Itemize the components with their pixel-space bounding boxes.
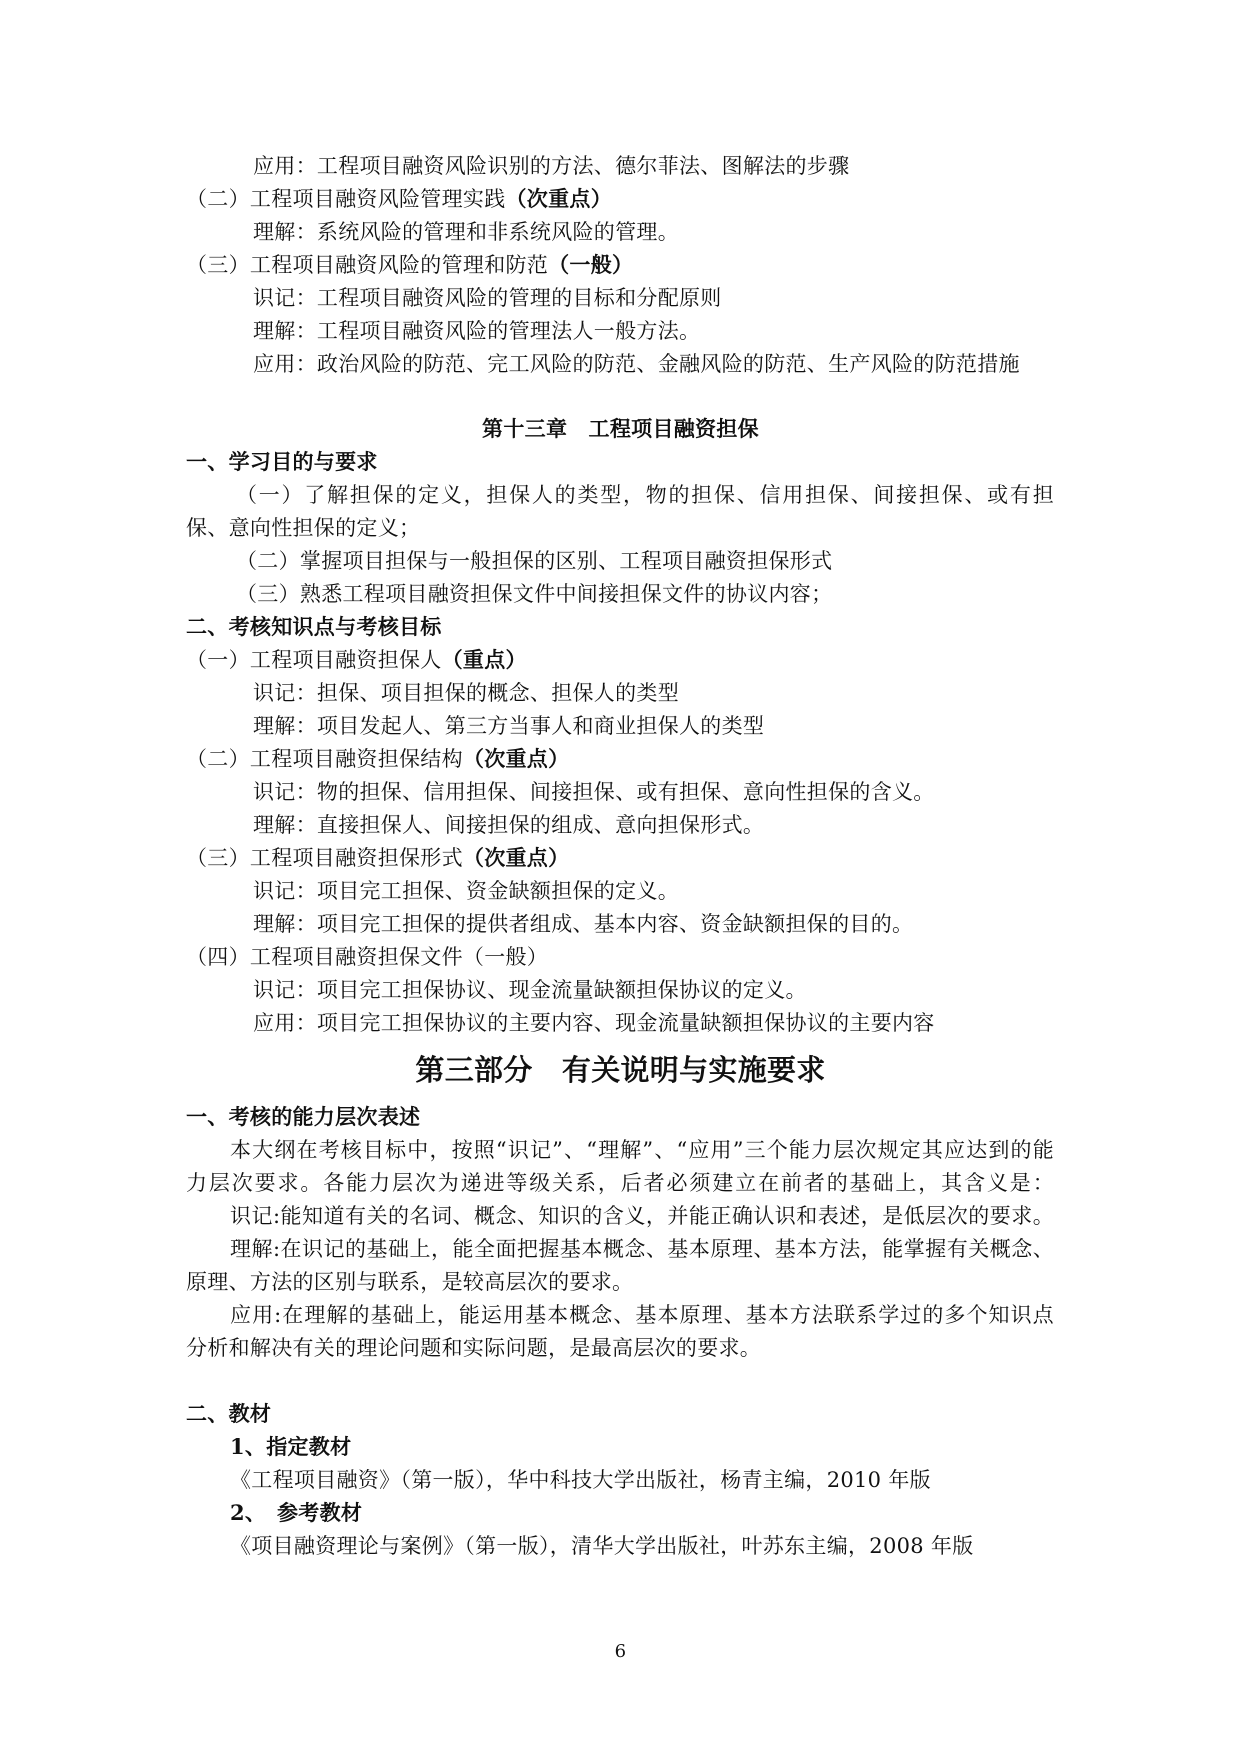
section-heading: （二）工程项目融资风险管理实践（次重点） [186, 186, 612, 211]
levels-heading: 一、考核的能力层次表述 [186, 1104, 421, 1129]
knowledge-item: 识记：项目完工担保、资金缺额担保的定义。 [253, 879, 679, 903]
priority-tag: （一般） [548, 252, 634, 277]
points-heading: 二、考核知识点与考核目标 [186, 614, 442, 639]
textbook-heading: 二、教材 [186, 1401, 272, 1426]
chapter-title: 第十三章 工程项目融资担保 [482, 416, 759, 441]
section-heading: （一）工程项目融资担保人（重点） [186, 647, 527, 672]
designated-book: 《工程项目融资》（第一版），华中科技大学出版社，杨青主编，2010 年版 [230, 1468, 931, 1492]
paragraph-line: 应用:在理解的基础上，能运用基本概念、基本原理、基本方法联系学过的多个知识点 [230, 1303, 1054, 1327]
knowledge-item: 理解：直接担保人、间接担保的组成、意向担保形式。 [253, 813, 765, 837]
reference-heading: 2、 参考教材 [230, 1500, 363, 1525]
page-number: 6 [614, 1641, 627, 1662]
knowledge-item: 理解：系统风险的管理和非系统风险的管理。 [253, 220, 679, 244]
knowledge-item: 识记：担保、项目担保的概念、担保人的类型 [253, 681, 679, 705]
priority-tag: （次重点） [505, 186, 612, 211]
paragraph-line: 力层次要求。各能力层次为递进等级关系，后者必须建立在前者的基础上，其含义是： [186, 1171, 1054, 1195]
designated-heading: 1、指定教材 [230, 1434, 352, 1459]
priority-tag: （重点） [441, 647, 527, 672]
knowledge-item: 识记：项目完工担保协议、现金流量缺额担保协议的定义。 [253, 978, 807, 1002]
knowledge-item: 识记：物的担保、信用担保、间接担保、或有担保、意向性担保的含义。 [253, 780, 935, 804]
section-heading: （三）工程项目融资担保形式（次重点） [186, 845, 570, 870]
paragraph-line: 分析和解决有关的理论问题和实际问题，是最高层次的要求。 [186, 1336, 762, 1360]
knowledge-item: 理解：工程项目融资风险的管理法人一般方法。 [253, 319, 701, 343]
part-title: 第三部分 有关说明与实施要求 [415, 1053, 826, 1087]
knowledge-item: 理解：项目完工担保的提供者组成、基本内容、资金缺额担保的目的。 [253, 912, 914, 936]
section-heading: （二）工程项目融资担保结构（次重点） [186, 746, 570, 771]
priority-tag: （次重点） [462, 845, 570, 870]
goal-line: （一）了解担保的定义，担保人的类型，物的担保、信用担保、间接担保、或有担 [236, 483, 1054, 507]
goals-heading: 一、学习目的与要求 [186, 449, 378, 474]
reference-book: 《项目融资理论与案例》（第一版），清华大学出版社，叶苏东主编，2008 年版 [230, 1534, 974, 1558]
priority-tag: （次重点） [462, 746, 570, 771]
knowledge-item: 应用：项目完工担保协议的主要内容、现金流量缺额担保协议的主要内容 [253, 1011, 935, 1035]
goal-line: 保、意向性担保的定义； [186, 516, 421, 540]
goal-line: （三）熟悉工程项目融资担保文件中间接担保文件的协议内容； [236, 582, 833, 606]
knowledge-item: 理解：项目发起人、第三方当事人和商业担保人的类型 [253, 714, 765, 738]
paragraph-line: 本大纲在考核目标中，按照“识记”、“理解”、“应用”三个能力层次规定其应达到的能 [230, 1138, 1054, 1162]
goal-line: （二）掌握项目担保与一般担保的区别、工程项目融资担保形式 [236, 549, 833, 573]
apply-line: 应用：工程项目融资风险识别的方法、德尔菲法、图解法的步骤 [253, 154, 850, 178]
section-heading: （四）工程项目融资担保文件（一般） [186, 945, 549, 969]
section-heading: （三）工程项目融资风险的管理和防范（一般） [186, 252, 634, 277]
knowledge-item: 应用：政治风险的防范、完工风险的防范、金融风险的防范、生产风险的防范措施 [253, 352, 1020, 376]
paragraph-line: 识记:能知道有关的名词、概念、知识的含义，并能正确认识和表述，是低层次的要求。 [230, 1204, 1054, 1228]
knowledge-item: 识记：工程项目融资风险的管理的目标和分配原则 [253, 286, 722, 310]
paragraph-line: 原理、方法的区别与联系，是较高层次的要求。 [186, 1270, 634, 1294]
paragraph-line: 理解:在识记的基础上，能全面把握基本概念、基本原理、基本方法，能掌握有关概念、 [230, 1237, 1054, 1261]
